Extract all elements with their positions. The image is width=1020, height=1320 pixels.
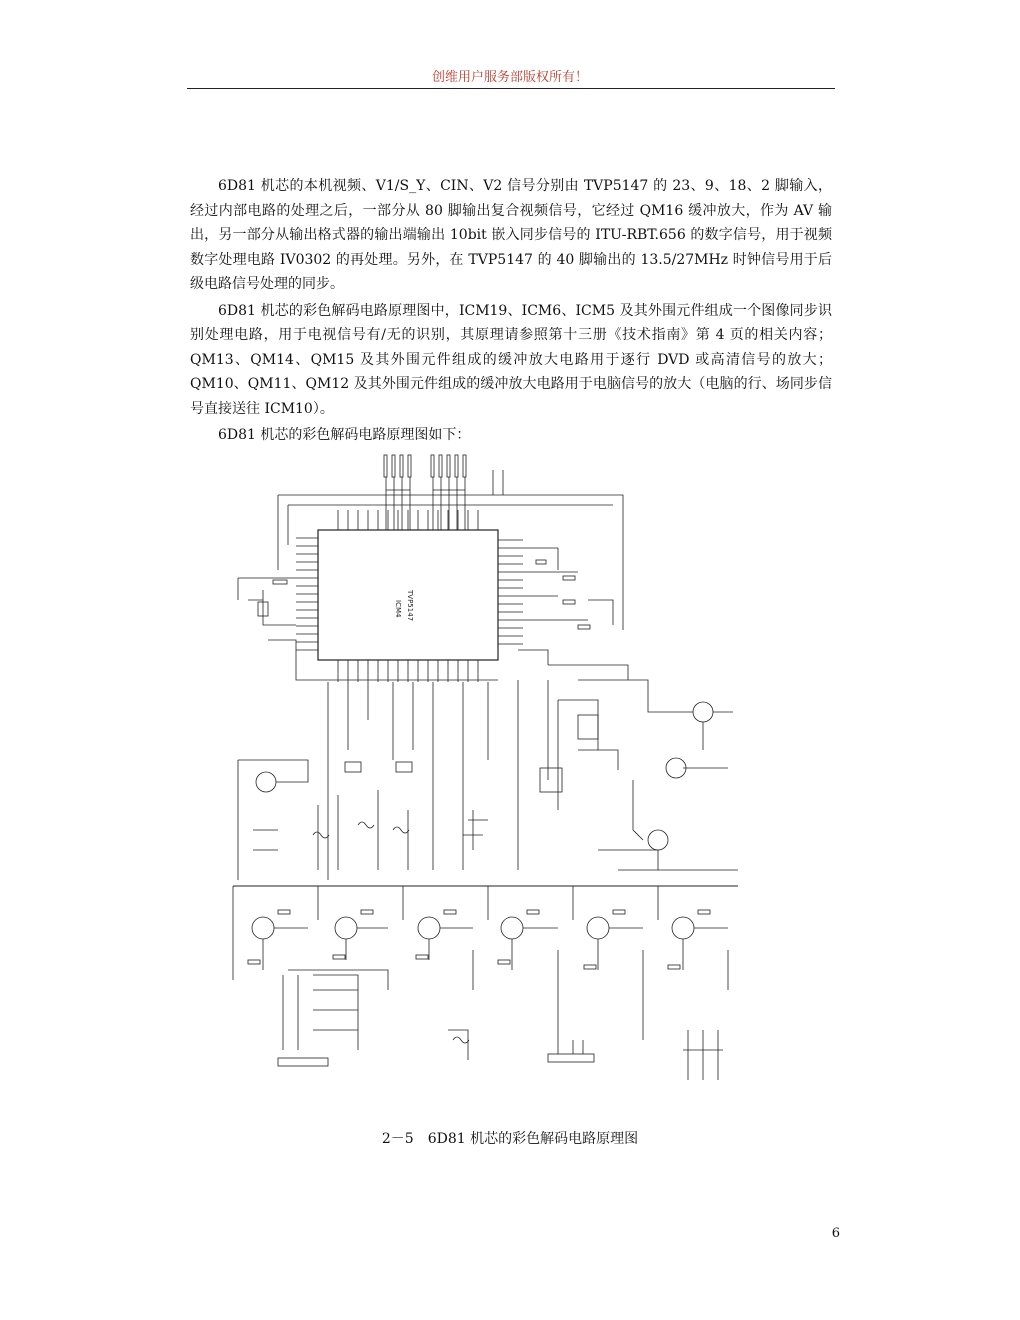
header-rule [187, 88, 835, 89]
bottom-left-connector [278, 1058, 328, 1066]
paragraph-2: 6D81 机芯的彩色解码电路原理图中，ICM19、ICM6、ICM5 及其外围元件组成一个图像同步识别处理电路，用于电视信号有/无的识别，其原理请参照第十三册《技术指南》第 4 页的相关内容；QM13、QM14、QM15 及其外围元件组成的缓冲放大电路用于逐行 DVD 或高清信号的放大；QM10、QM11、QM12 及其外围元件组成的缓冲放大电路用于电脑信号的放大（电脑的行、场同步信号直接送往 ICM10）。 [190, 302, 832, 417]
main-ic-ref: ICM4 [394, 600, 402, 618]
page-header: 创维用户服务部版权所有！ [431, 70, 588, 85]
paragraph-1: 6D81 机芯的本机视频、V1/S_Y、CIN、V2 信号分别由 TVP5147 的 23、9、18、2 脚输入，经过内部电路的处理之后，一部分从 80 脚输出复合视频信号，它经过 QM16 缓冲放大，作为 AV 输出，另一部分从输出格式器的输出端输出 10bit 嵌入同步信号的 ITU-RBT.656 的数字信号，用于视频数字处理电路 IV0302 的再处理。另外，在 TVP5147 的 40 脚输出的 13.5/27MHz 时钟信号用于后级电路信号处理的同步。 [190, 178, 832, 292]
paragraph-3: 6D81 机芯的彩色解码电路原理图如下： [218, 427, 471, 443]
figure-caption: 2－5 6D81 机芯的彩色解码电路原理图 [381, 1131, 639, 1147]
schematic-wiring [233, 455, 738, 1080]
circuit-schematic [218, 450, 748, 1086]
main-ic-part: TVP5147 [406, 590, 414, 622]
bottom-mid-connector [548, 1054, 594, 1062]
top-connectors [384, 455, 503, 530]
page-number: 6 [831, 1226, 840, 1241]
body-text [190, 174, 832, 448]
